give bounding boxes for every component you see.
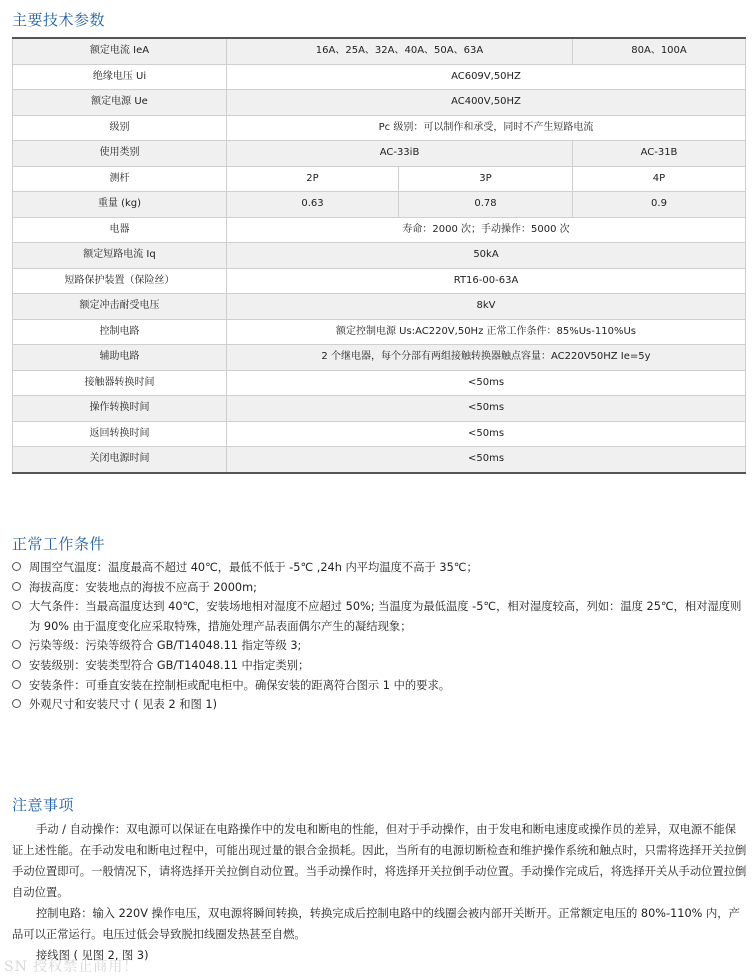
table-row: [13, 217, 746, 243]
table-row: [13, 370, 746, 396]
row-value: AC609V,50HZ: [227, 64, 746, 90]
row-label: 电器: [13, 217, 227, 243]
row-value: <50ms: [227, 421, 746, 447]
notes-paragraph-wiring: 接线图 ( 见图 2, 图 3): [36, 949, 149, 962]
conditions-list: [12, 558, 747, 715]
condition-text: 污染等级：污染等级符合 GB/T14048.11 指定等级 3;: [29, 639, 302, 653]
list-item: [12, 695, 747, 715]
table-row: [13, 243, 746, 269]
table-row: [13, 319, 746, 345]
row-value: Pc 级别：可以制作和承受，同时不产生短路电流: [227, 115, 746, 141]
table-row: [13, 421, 746, 447]
list-item: [12, 636, 747, 656]
row-value: 额定控制电源 Us:AC220V,50Hz 正常工作条件：85%Us-110%Us: [227, 319, 746, 345]
table-row: [13, 141, 746, 167]
row-label: 控制电路: [13, 319, 227, 345]
row-label: 关闭电源时间: [13, 447, 227, 473]
row-value: 2 个继电器，每个分部有两组接触转换器触点容量：AC220V50HZ Ie=5y: [227, 345, 746, 371]
notes-paragraph-manual-auto: 手动 / 自动操作：双电源可以保证在电路操作中的发电和断电的性能，但对于手动操作，由于发电和断电速度或操作员的差异，双电源不能保证上述性能。在手动发电和断电过程中，可能出现过量的银合金损耗。因此，当所有的电源切断检查和维护操作系统和触点时，只需将选择开关拉倒手动位置即可。一般情况下，请将选择开关拉倒自动位置。当手动操作时，将选择开关拉倒手动位置。手动操作完成后，将选择开关从手动位置拉倒自动位置。: [12, 823, 747, 899]
list-item: [12, 578, 747, 598]
row-value: 0.63: [227, 192, 399, 218]
circle-bullet-icon: [12, 601, 21, 610]
row-label: 操作转换时间: [13, 396, 227, 422]
condition-text: 外观尺寸和安装尺寸 ( 见表 2 和图 1): [29, 698, 218, 712]
circle-bullet-icon: [12, 562, 21, 571]
row-label: 额定电流 IeA: [13, 38, 227, 64]
row-value: AC-33iB: [227, 141, 573, 167]
table-row: [13, 345, 746, 371]
row-label: 额定短路电流 Iq: [13, 243, 227, 269]
condition-text: 安装级别：安装类型符合 GB/T14048.11 中指定类别；: [29, 658, 310, 672]
circle-bullet-icon: [12, 660, 21, 669]
row-value: 0.9: [573, 192, 746, 218]
table-row: [13, 64, 746, 90]
spec-table: [12, 37, 746, 474]
condition-text: 周围空气温度：温度最高不超过 40℃，最低不低于 -5℃ ,24h 内平均温度不高于 35℃；: [29, 561, 478, 574]
conditions-section-title: 正常工作条件: [12, 535, 106, 553]
watermark: SN 授权禁止商用！: [4, 959, 139, 975]
row-label: 接触器转换时间: [13, 370, 227, 396]
row-label: 辅助电路: [13, 345, 227, 371]
circle-bullet-icon: [12, 680, 21, 689]
row-label: 测杆: [13, 166, 227, 192]
notes-body: [12, 819, 747, 966]
condition-text: 海拔高度：安装地点的海拔不应高于 2000m;: [29, 580, 257, 594]
row-label: 额定冲击耐受电压: [13, 294, 227, 320]
row-label: 额定电源 Ue: [13, 90, 227, 116]
row-label: 返回转换时间: [13, 421, 227, 447]
table-row: [13, 166, 746, 192]
row-value: <50ms: [227, 447, 746, 473]
row-label: 重量 (kg): [13, 192, 227, 218]
row-label: 使用类别: [13, 141, 227, 167]
row-value: <50ms: [227, 370, 746, 396]
table-row: [13, 447, 746, 473]
condition-text: 大气条件：当最高温度达到 40℃，安装场地相对湿度不应超过 50%; 当温度为最低温度 -5℃，相对湿度较高，列如：温度 25℃，相对湿度则为 90% 由于温度变化应采取特殊，措施处理产品表面偶尔产生的凝结现象；: [29, 600, 742, 633]
list-item: [12, 656, 747, 676]
row-value: RT16-00-63A: [227, 268, 746, 294]
circle-bullet-icon: [12, 699, 21, 708]
circle-bullet-icon: [12, 640, 21, 649]
table-row: [13, 268, 746, 294]
row-value: AC-31B: [573, 141, 746, 167]
row-value: 0.78: [399, 192, 573, 218]
condition-text: 安装条件：可垂直安装在控制柜或配电柜中。确保安装的距离符合图示 1 中的要求。: [29, 678, 451, 692]
row-value: 4P: [573, 166, 746, 192]
table-row: [13, 90, 746, 116]
circle-bullet-icon: [12, 582, 21, 591]
row-label: 级别: [13, 115, 227, 141]
row-label: 短路保护装置（保险丝）: [13, 268, 227, 294]
row-value: 8kV: [227, 294, 746, 320]
table-row: [13, 115, 746, 141]
table-row: [13, 396, 746, 422]
table-row: [13, 294, 746, 320]
row-value: 2P: [227, 166, 399, 192]
row-value: <50ms: [227, 396, 746, 422]
table-row: [13, 38, 746, 64]
row-label: 绝缘电压 Ui: [13, 64, 227, 90]
row-value: 16A、25A、32A、40A、50A、63A: [227, 38, 573, 64]
notes-paragraph-control-circuit: 控制电路：输入 220V 操作电压，双电源将瞬间转换，转换完成后控制电路中的线圈会被内部开关断开。正常额定电压的 80%-110% 内，产品可以正常运行。电压过低会导致脱扣线圈发热甚至自燃。: [12, 907, 740, 941]
list-item: [12, 597, 747, 636]
row-value: 50kA: [227, 243, 746, 269]
row-value: 寿命：2000 次；手动操作：5000 次: [227, 217, 746, 243]
row-value: 3P: [399, 166, 573, 192]
list-item: [12, 558, 747, 578]
notes-section-title: 注意事项: [12, 796, 75, 814]
row-value: 80A、100A: [573, 38, 746, 64]
table-row: [13, 192, 746, 218]
list-item: [12, 676, 747, 696]
spec-section-title: 主要技术参数: [12, 11, 106, 29]
row-value: AC400V,50HZ: [227, 90, 746, 116]
